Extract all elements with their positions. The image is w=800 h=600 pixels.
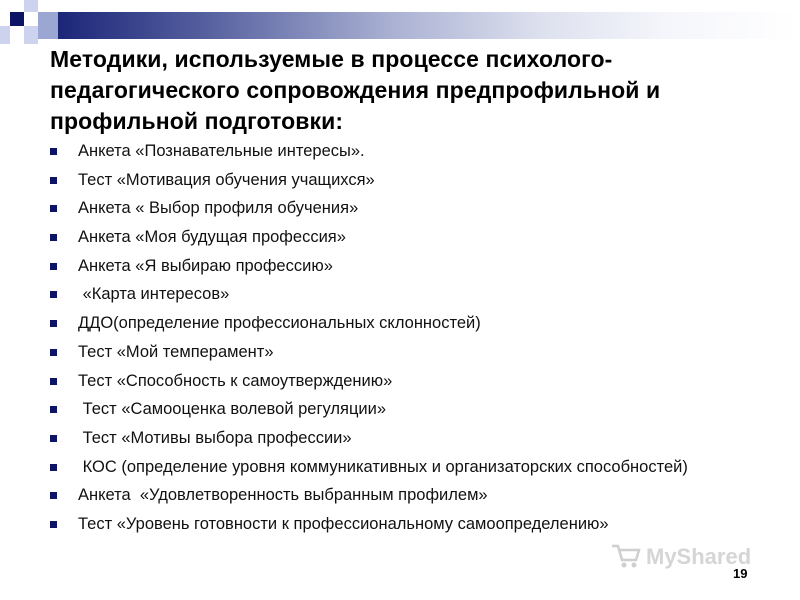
cart-logo-icon xyxy=(610,542,642,570)
list-item-text: Анкета «Удовлетворенность выбранным профилем» xyxy=(78,486,488,505)
list-item xyxy=(50,398,750,420)
list-item xyxy=(50,283,750,305)
list-item xyxy=(50,456,750,478)
square-bullet-icon xyxy=(50,492,57,499)
square-bullet-icon xyxy=(50,177,57,184)
list-item-text: Тест «Мотивы выбора профессии» xyxy=(78,428,352,447)
list-item-text: Анкета « Выбор профиля обучения» xyxy=(78,199,359,218)
methods-list xyxy=(50,140,750,542)
list-item-text: Тест «Мотивация обучения учащихся» xyxy=(78,170,375,189)
list-item xyxy=(50,427,750,449)
list-item-text: Тест «Мой темперамент» xyxy=(78,342,274,361)
list-item xyxy=(50,197,750,219)
header-gradient-bar xyxy=(58,12,800,39)
slide-title: Методики, используемые в процессе психолого-педагогического сопровождения предпрофильной и профильной подготовки: xyxy=(50,46,661,134)
square-bullet-icon xyxy=(50,234,57,241)
list-item-text: Тест «Способность к самоутверждению» xyxy=(78,371,393,390)
square-bullet-icon xyxy=(50,435,57,442)
watermark-text: MyShared xyxy=(646,544,752,569)
list-item xyxy=(50,370,750,392)
list-item xyxy=(50,255,750,277)
list-item-text: ДДО(определение профессиональных склонностей) xyxy=(78,314,481,333)
list-item-text: Анкета «Моя будущая профессия» xyxy=(78,228,346,247)
square-bullet-icon xyxy=(50,148,57,155)
list-item xyxy=(50,341,750,363)
decor-square xyxy=(38,12,58,39)
square-bullet-icon xyxy=(50,263,57,270)
list-item-text: Тест «Уровень готовности к профессиональному самоопределению» xyxy=(78,514,609,533)
square-bullet-icon xyxy=(50,521,57,528)
decor-square xyxy=(0,26,10,44)
list-item xyxy=(50,513,750,535)
square-bullet-icon xyxy=(50,378,57,385)
decor-square xyxy=(10,12,24,26)
square-bullet-icon xyxy=(50,205,57,212)
decor-square xyxy=(24,0,38,12)
decor-square xyxy=(24,26,38,44)
square-bullet-icon xyxy=(50,291,57,298)
list-item xyxy=(50,169,750,191)
list-item xyxy=(50,226,750,248)
list-item xyxy=(50,484,750,506)
square-bullet-icon xyxy=(50,406,57,413)
list-item-text: Анкета «Я выбираю профессию» xyxy=(78,256,333,275)
list-item-text: Анкета «Познавательные интересы». xyxy=(78,142,365,160)
list-item xyxy=(50,140,750,162)
square-bullet-icon xyxy=(50,320,57,327)
list-item xyxy=(50,312,750,334)
square-bullet-icon xyxy=(50,464,57,471)
page-number: 19 xyxy=(733,566,748,581)
list-item-text: Тест «Самооценка волевой регуляции» xyxy=(78,400,386,419)
square-bullet-icon xyxy=(50,349,57,356)
list-item-text: «Карта интересов» xyxy=(78,285,230,304)
list-item-text: КОС (определение уровня коммуникативных и организаторских способностей) xyxy=(78,457,688,476)
